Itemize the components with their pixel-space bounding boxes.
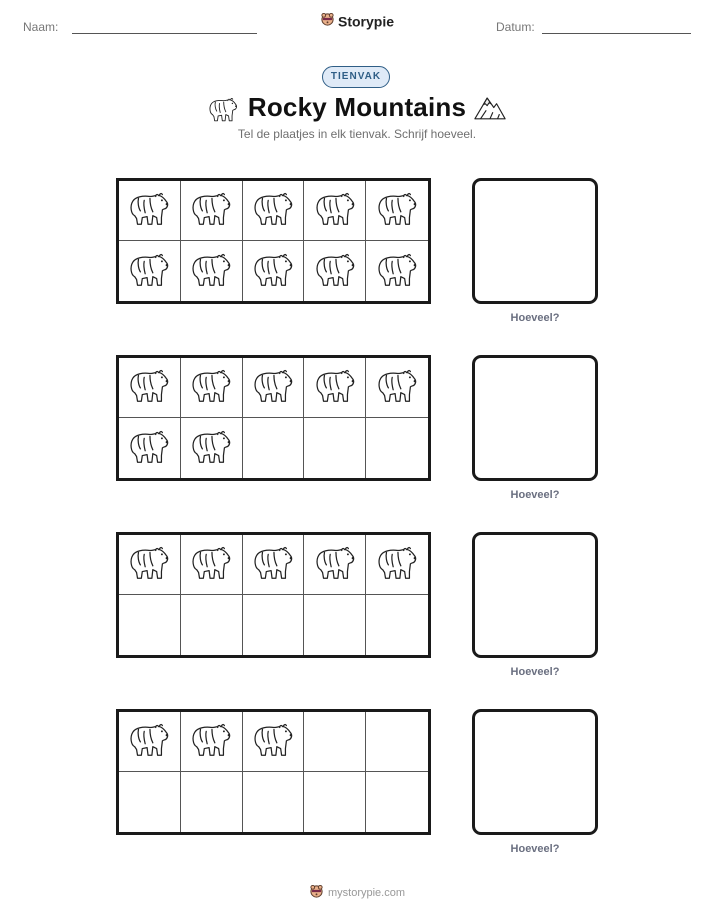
bear-icon (189, 719, 233, 764)
date-label: Datum: (496, 20, 535, 34)
frame-cell (181, 535, 243, 595)
ten-frame-4 (116, 709, 431, 835)
badge: TIENVAK (322, 66, 390, 88)
footer (0, 884, 714, 902)
frame-cell (304, 241, 366, 301)
frame-cell (243, 595, 305, 655)
ten-frame-3 (116, 532, 431, 658)
frame-cell (304, 712, 366, 772)
frame-cell (119, 535, 181, 595)
bear-icon (375, 188, 419, 233)
name-line[interactable] (72, 33, 257, 34)
frame-cell (304, 535, 366, 595)
answer-box-1[interactable] (472, 178, 598, 304)
bear-icon (127, 426, 171, 471)
bear-icon (313, 542, 357, 587)
frame-cell (181, 358, 243, 418)
frame-cell (119, 181, 181, 241)
frame-cell (243, 358, 305, 418)
bear-icon (127, 249, 171, 294)
frame-cell (304, 418, 366, 478)
bear-icon (375, 542, 419, 587)
frame-cell (366, 418, 428, 478)
date-line[interactable] (542, 33, 691, 34)
frame-cell (243, 535, 305, 595)
instructions: Tel de plaatjes in elk tienvak. Schrijf hoeveel. (237, 127, 477, 141)
bear-icon (251, 542, 295, 587)
brand (0, 12, 714, 30)
bear-icon (251, 249, 295, 294)
answer-box-2[interactable] (472, 355, 598, 481)
frame-cell (119, 358, 181, 418)
frame-cell (366, 712, 428, 772)
name-label: Naam: (23, 20, 59, 34)
frame-cell (243, 418, 305, 478)
frame-cell (119, 772, 181, 832)
frame-cell (304, 595, 366, 655)
frame-cell (243, 712, 305, 772)
frame-cell (181, 241, 243, 301)
frame-cell (366, 595, 428, 655)
frame-cell (181, 595, 243, 655)
frame-cell (243, 772, 305, 832)
frame-cell (181, 772, 243, 832)
bear-icon (375, 249, 419, 294)
bear-icon (313, 188, 357, 233)
frame-cell (119, 595, 181, 655)
ten-frame-2 (116, 355, 431, 481)
frame-cell (366, 772, 428, 832)
frame-cell (366, 535, 428, 595)
ten-frame-1 (116, 178, 431, 304)
bear-icon (313, 249, 357, 294)
storypie-logo-icon (309, 884, 324, 902)
answer-box-3[interactable] (472, 532, 598, 658)
frame-cell (366, 358, 428, 418)
frame-cell (181, 712, 243, 772)
answer-label-3: Hoeveel? (510, 666, 560, 678)
frame-cell (243, 181, 305, 241)
frame-cell (119, 241, 181, 301)
storypie-logo-icon (320, 12, 335, 30)
bear-icon (189, 365, 233, 410)
bear-icon (251, 719, 295, 764)
answer-box-4[interactable] (472, 709, 598, 835)
bear-icon (313, 365, 357, 410)
frame-cell (304, 772, 366, 832)
frame-cell (119, 712, 181, 772)
mountain-icon (473, 94, 507, 126)
page-title: Rocky Mountains (247, 92, 467, 122)
bear-icon (189, 249, 233, 294)
frame-cell (304, 358, 366, 418)
bear-icon (189, 426, 233, 471)
bear-icon (127, 719, 171, 764)
answer-label-1: Hoeveel? (510, 312, 560, 324)
brand-name: Storypie (337, 13, 394, 30)
bear-icon (251, 188, 295, 233)
bear-icon (189, 188, 233, 233)
frame-cell (304, 181, 366, 241)
answer-label-4: Hoeveel? (510, 843, 560, 855)
frame-cell (366, 181, 428, 241)
answer-label-2: Hoeveel? (510, 489, 560, 501)
frame-cell (243, 241, 305, 301)
bear-icon (127, 365, 171, 410)
frame-cell (181, 418, 243, 478)
footer-url: mystorypie.com (327, 887, 406, 899)
bear-icon (127, 188, 171, 233)
bear-icon (251, 365, 295, 410)
bear-icon (189, 542, 233, 587)
frame-cell (181, 181, 243, 241)
bear-icon (375, 365, 419, 410)
frame-cell (366, 241, 428, 301)
frame-cell (119, 418, 181, 478)
bear-icon (127, 542, 171, 587)
